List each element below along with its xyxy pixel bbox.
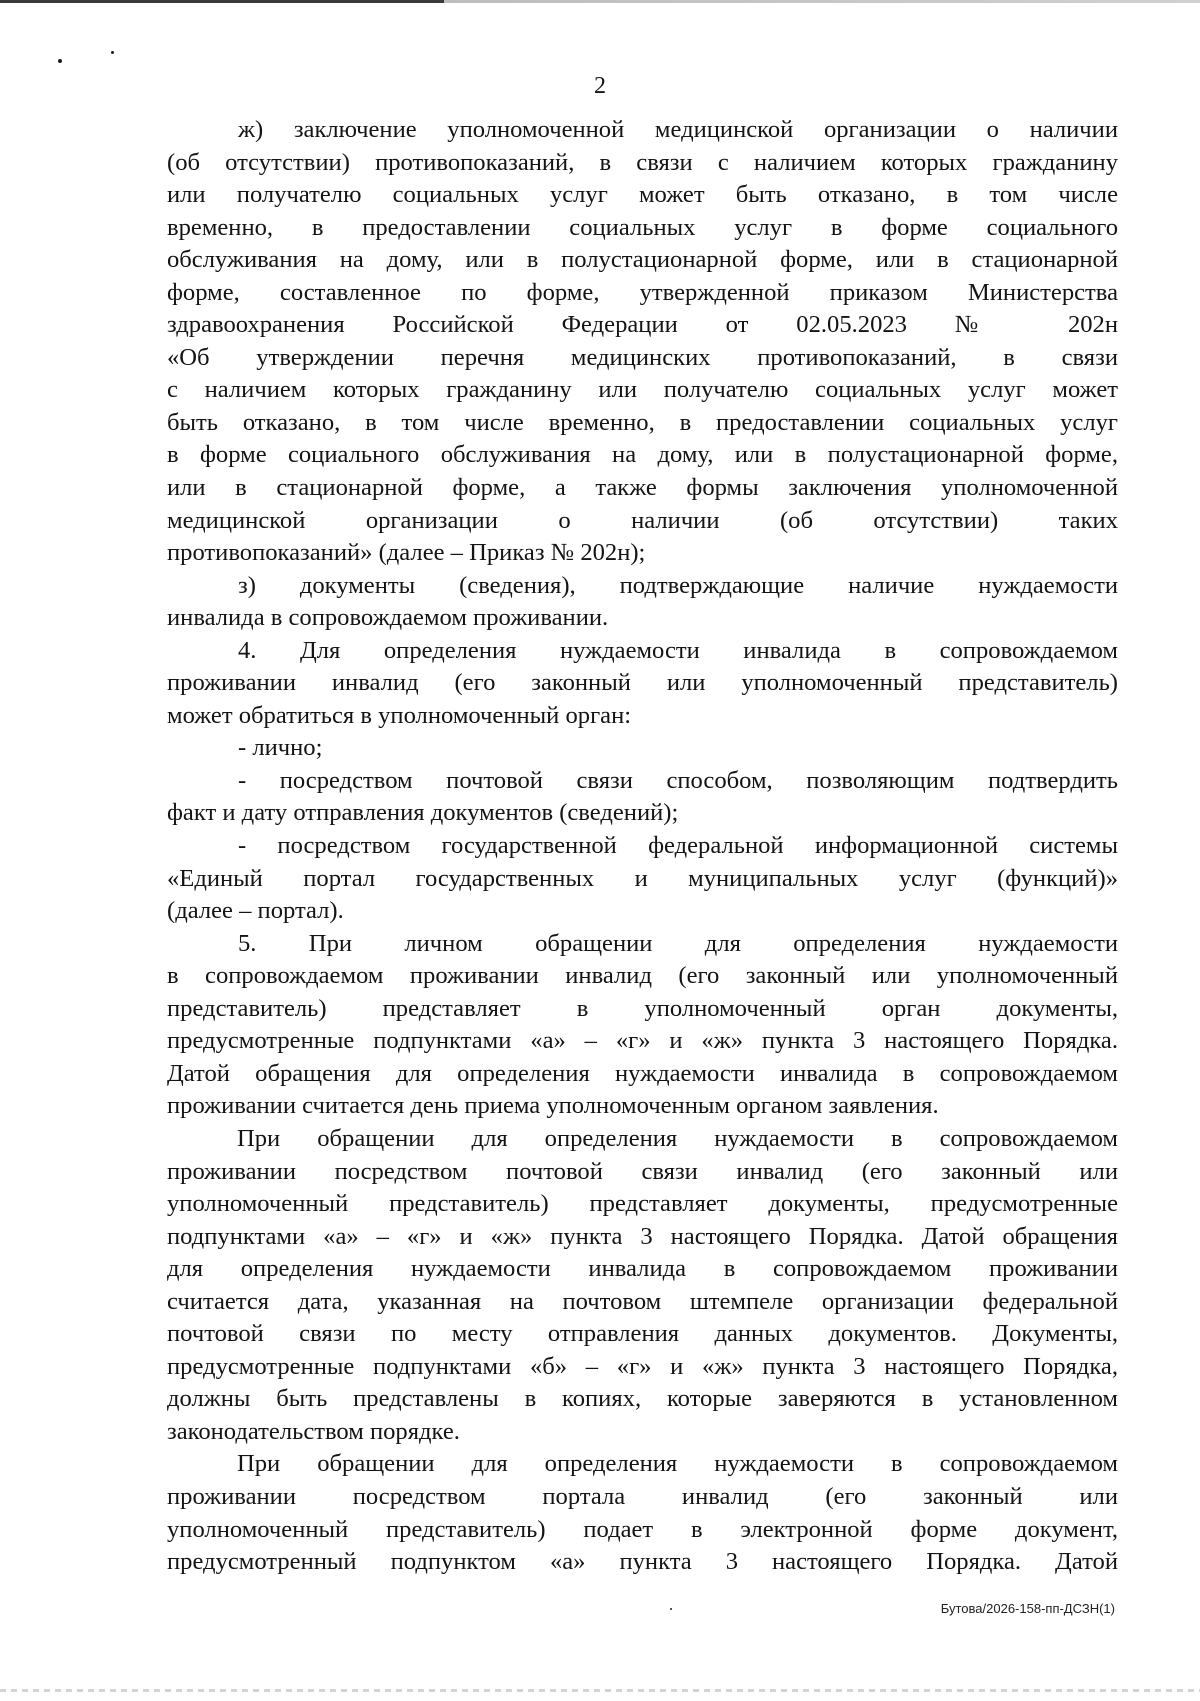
- text-line: форме, составленное по форме, утвержденной приказом Министерства: [167, 278, 1118, 306]
- text-line: для определения нуждаемости инвалида в сопровождаемом проживании: [167, 1255, 1118, 1283]
- page-number: 2: [594, 73, 606, 99]
- text-line: или получателю социальных услуг может быть отказано, в том числе: [167, 181, 1118, 209]
- text-line: законодательством порядке.: [167, 1417, 460, 1445]
- text-line: в сопровождаемом проживании инвалид (его законный или уполномоченный: [167, 962, 1118, 990]
- text-line: «Единый портал государственных и муниципальных услуг (функций)»: [167, 864, 1118, 892]
- text-line: уполномоченный представитель) подает в электронной форме документ,: [167, 1515, 1118, 1543]
- document-code: Бутова/2026-158-пп-ДСЗН(1): [940, 1601, 1115, 1616]
- scan-speck: [670, 1608, 672, 1610]
- text-line: предусмотренные подпунктами «б» – «г» и «ж» пункта 3 настоящего Порядка,: [167, 1352, 1118, 1380]
- text-line: должны быть представлены в копиях, которые заверяются в установленном: [167, 1385, 1118, 1413]
- text-line: (далее – портал).: [167, 897, 344, 925]
- text-line: с наличием которых гражданину или получателю социальных услуг может: [167, 376, 1118, 404]
- text-line: проживании инвалид (его законный или уполномоченный представитель): [167, 669, 1118, 697]
- scan-bottom-border: [0, 1689, 1200, 1692]
- text-line: проживании считается день приема уполномоченным органом заявления.: [167, 1092, 939, 1120]
- text-line: - посредством почтовой связи способом, позволяющим подтвердить: [238, 766, 1118, 794]
- text-line: может обратиться в уполномоченный орган:: [167, 701, 632, 729]
- text-line: Датой обращения для определения нуждаемости инвалида в сопровождаемом: [167, 1059, 1118, 1087]
- text-line: факт и дату отправления документов (сведений);: [167, 799, 679, 827]
- scan-top-border: [0, 0, 1200, 3]
- text-line: почтовой связи по месту отправления данных документов. Документы,: [167, 1320, 1118, 1348]
- scan-speck: [111, 51, 114, 54]
- text-line: При обращении для определения нуждаемости в сопровождаемом: [237, 1124, 1118, 1152]
- text-line: проживании посредством портала инвалид (его законный или: [167, 1482, 1118, 1510]
- text-line: или в стационарной форме, а также формы заключения уполномоченной: [167, 474, 1118, 502]
- text-line: быть отказано, в том числе временно, в предоставлении социальных услуг: [167, 408, 1118, 436]
- text-line: 4. Для определения нуждаемости инвалида в сопровождаемом: [238, 636, 1118, 664]
- text-line: подпунктами «а» – «г» и «ж» пункта 3 настоящего Порядка. Датой обращения: [167, 1222, 1118, 1250]
- text-line: - посредством государственной федеральной информационной системы: [238, 832, 1118, 860]
- text-line: - лично;: [238, 734, 323, 762]
- text-line: временно, в предоставлении социальных услуг в форме социального: [167, 213, 1118, 241]
- text-line: в форме социального обслуживания на дому, или в полустационарной форме,: [167, 441, 1118, 469]
- text-line: предусмотренные подпунктами «а» – «г» и «ж» пункта 3 настоящего Порядка.: [167, 1027, 1118, 1055]
- document-body: [167, 114, 1118, 1579]
- text-line: представитель) представляет в уполномоченный орган документы,: [167, 994, 1118, 1022]
- text-line: уполномоченный представитель) представляет документы, предусмотренные: [167, 1190, 1118, 1218]
- text-line: противопоказаний» (далее – Приказ № 202н);: [167, 539, 646, 567]
- text-line: При обращении для определения нуждаемости в сопровождаемом: [237, 1450, 1118, 1478]
- text-line: (об отсутствии) противопоказаний, в связи с наличием которых гражданину: [167, 148, 1118, 176]
- text-line: проживании посредством почтовой связи инвалид (его законный или: [167, 1157, 1118, 1185]
- text-line: медицинской организации о наличии (об отсутствии) таких: [167, 506, 1118, 534]
- text-line: ж) заключение уполномоченной медицинской организации о наличии: [238, 116, 1118, 143]
- text-line: обслуживания на дому, или в полустационарной форме, или в стационарной: [167, 246, 1118, 274]
- text-line: 5. При личном обращении для определения нуждаемости: [238, 929, 1118, 957]
- text-line: «Об утверждении перечня медицинских противопоказаний, в связи: [167, 343, 1118, 371]
- text-line: здравоохранения Российской Федерации от 02.05.2023 № 202н: [167, 311, 1118, 339]
- text-line: инвалида в сопровождаемом проживании.: [167, 604, 609, 632]
- scan-speck: [58, 59, 62, 63]
- text-line: предусмотренный подпунктом «а» пункта 3 настоящего Порядка. Датой: [167, 1548, 1118, 1576]
- text-line: з) документы (сведения), подтверждающие наличие нуждаемости: [238, 571, 1118, 599]
- text-line: считается дата, указанная на почтовом штемпеле организации федеральной: [167, 1287, 1118, 1315]
